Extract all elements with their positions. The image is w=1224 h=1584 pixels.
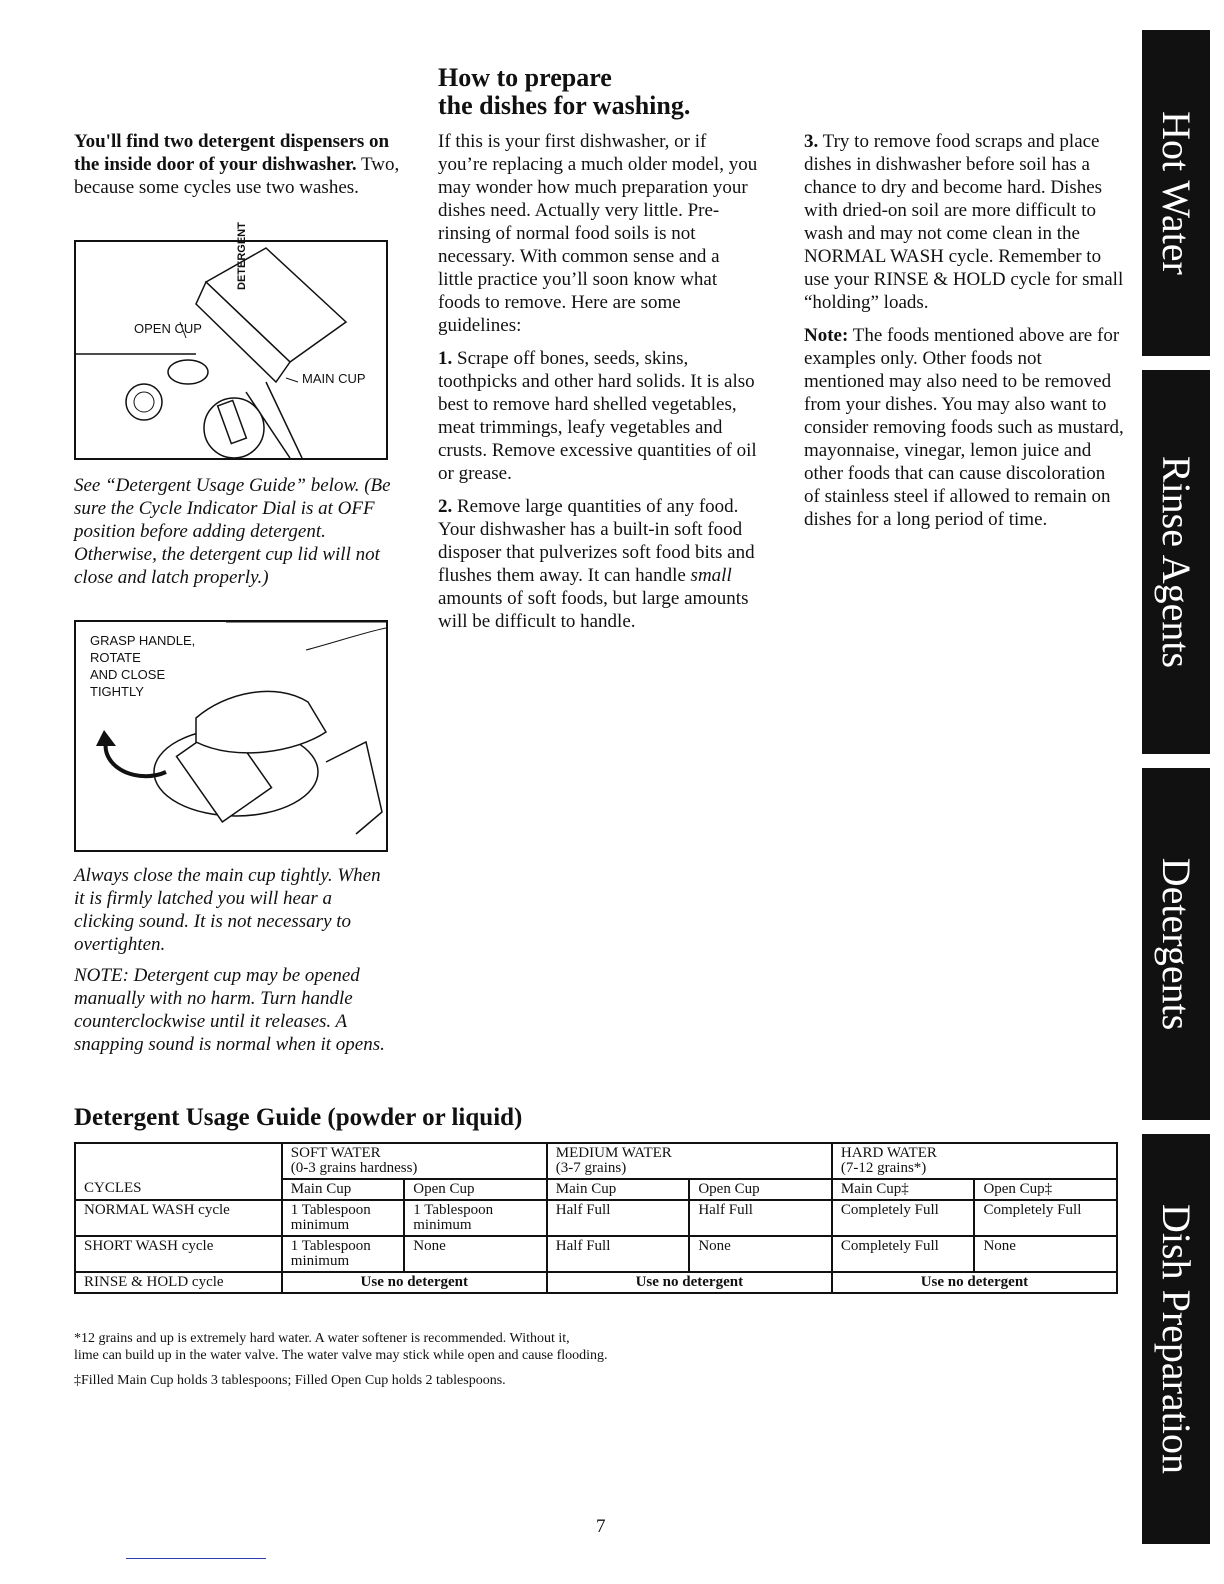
prep-step-2: [438, 495, 758, 633]
step-2-italic: small: [690, 565, 732, 586]
caption-close-tightly: Always close the main cup tightly. When it is firmly latched you will hear a clicking sound. It is not necessary to overtighten.: [74, 865, 381, 955]
table-cell: Half Full: [547, 1236, 690, 1272]
table-cell: None: [974, 1236, 1117, 1272]
table-cell: Completely Full: [832, 1200, 975, 1236]
tab-hot-water[interactable]: [1142, 30, 1210, 356]
footnote-1-line-1: *12 grains and up is extremely hard water. A water softener is recommended. Without it,: [74, 1331, 570, 1346]
hard-water-name: HARD WATER: [840, 1145, 937, 1161]
subheader-cell: Main Cup: [547, 1179, 690, 1200]
table-group-header-row: [75, 1143, 1117, 1179]
step-3-number: 3.: [804, 131, 819, 152]
dispenser-illustration: [76, 242, 386, 458]
subheader-cell: Open Cup‡: [974, 1179, 1117, 1200]
prep-step-3: [804, 130, 1124, 314]
guide-heading: Detergent Usage Guide (powder or liquid): [74, 1104, 523, 1131]
bottom-rule: [126, 1558, 266, 1559]
table-cell: Use no detergent: [547, 1272, 832, 1293]
prep-column: [438, 130, 758, 643]
subheader-cell: Open Cup: [689, 1179, 832, 1200]
prep-step-1: [438, 347, 758, 485]
intro-bold: You'll find two detergent dispensers on the inside door of your dishwasher.: [74, 131, 390, 175]
prep-heading-line-2: the dishes for washing.: [438, 91, 691, 120]
tab-detergents-label: Detergents: [1154, 857, 1199, 1031]
soft-water-name: SOFT WATER: [290, 1145, 381, 1161]
prep-column-right: [804, 130, 1124, 541]
grasp-line-1: GRASP HANDLE,: [90, 633, 196, 648]
prep-note: [804, 324, 1124, 531]
subheader-cell: Open Cup: [404, 1179, 547, 1200]
table-row: [75, 1236, 1117, 1272]
close-cup-figure: [74, 620, 388, 852]
table-cell: 1 Tablespoon minimum: [404, 1200, 547, 1236]
detergent-box-label: DETERGENT: [236, 222, 248, 290]
table-cell: Half Full: [547, 1200, 690, 1236]
grasp-line-3: AND CLOSE: [90, 667, 166, 682]
step-2-text-a: Remove large quantities of any food. Your dishwasher has a built-in soft food disposer that pulverizes soft food bits and flushes them away. It can handle: [438, 496, 755, 586]
page-number: 7: [596, 1516, 606, 1537]
step-1-text: Scrape off bones, seeds, skins, toothpicks and other hard solids. It is also best to remove hard shelled vegetables, meat trimmings, leafy vegetables and crusts. Remove excessive quantities of oil or grease.: [438, 348, 757, 484]
table-cell: 1 Tablespoon minimum: [282, 1236, 404, 1272]
medium-water-header: [547, 1143, 832, 1179]
cycle-name-cell: RINSE & HOLD cycle: [75, 1272, 282, 1293]
table-cell: None: [404, 1236, 547, 1272]
medium-water-sub: (3-7 grains): [555, 1160, 627, 1176]
medium-water-name: MEDIUM WATER: [555, 1145, 672, 1161]
tab-rinse-agents[interactable]: [1142, 370, 1210, 754]
step-3-text: Try to remove food scraps and place dishes in dishwasher before soil has a chance to dry and become hard. Dishes with dried-on soil are more difficult to wash and may not come clean in the NORMAL WASH cycle. Remember to use your RINSE & HOLD cycle for small “holding” loads.: [804, 131, 1124, 313]
step-2-number: 2.: [438, 496, 453, 517]
grasp-line-2: ROTATE: [90, 650, 141, 665]
tab-rinse-agents-label: Rinse Agents: [1154, 455, 1199, 669]
table-cell: Use no detergent: [282, 1272, 547, 1293]
table-cell: None: [689, 1236, 832, 1272]
intro-rest: Two, because some cycles use two washes.: [74, 154, 400, 198]
caption-usage-guide: See “Detergent Usage Guide” below. (Be sure the Cycle Indicator Dial is at OFF position before adding detergent. Otherwise, the detergent cup lid will not close and latch properly.): [74, 475, 391, 588]
grasp-handle-label: [90, 632, 195, 700]
step-2-text-b: amounts of soft foods, but large amounts will be difficult to handle.: [438, 588, 749, 632]
soft-water-sub: (0-3 grains hardness): [290, 1160, 418, 1176]
table-cell: Completely Full: [974, 1200, 1117, 1236]
table-cell: Completely Full: [832, 1236, 975, 1272]
note-text: The foods mentioned above are for examples only. Other foods not mentioned may also need to be removed from your dishes. You may also want to consider removing foods such as mustard, mayonnaise, vinegar, lemon juice and other foods that can cause discoloration of stainless steel if allowed to remain on dishes for a long period of time.: [804, 325, 1124, 530]
detergent-usage-table: [74, 1142, 1118, 1294]
tab-detergents[interactable]: [1142, 768, 1210, 1120]
table-row-rinse-hold: [75, 1272, 1117, 1293]
prep-heading: [438, 64, 798, 120]
cycle-name-cell: SHORT WASH cycle: [75, 1236, 282, 1272]
tab-dish-preparation-label: Dish Preparation: [1154, 1204, 1199, 1474]
note-label: Note:: [804, 325, 849, 346]
tab-hot-water-label: Hot Water: [1154, 111, 1199, 275]
prep-heading-line-1: How to prepare: [438, 63, 612, 92]
step-1-number: 1.: [438, 348, 453, 369]
intro-text: [74, 130, 404, 199]
open-cup-label: OPEN CUP: [134, 321, 202, 336]
detergent-dispenser-figure: [74, 222, 388, 460]
cycle-name-cell: NORMAL WASH cycle: [75, 1200, 282, 1236]
footnote-1-line-2: lime can build up in the water valve. The water valve may stick while open and cause flooding.: [74, 1348, 608, 1363]
hard-water-sub: (7-12 grains*): [840, 1160, 927, 1176]
empty-corner-cell: [75, 1143, 282, 1179]
soft-water-header: [282, 1143, 547, 1179]
hard-water-header: [832, 1143, 1117, 1179]
main-cup-label: MAIN CUP: [302, 371, 366, 386]
subheader-cell: Main Cup: [282, 1179, 404, 1200]
table-cell: Use no detergent: [832, 1272, 1117, 1293]
subheader-cell: Main Cup‡: [832, 1179, 975, 1200]
table-row: [75, 1200, 1117, 1236]
grasp-line-4: TIGHTLY: [90, 684, 144, 699]
prep-intro-paragraph: If this is your first dishwasher, or if you’re replacing a much older model, you may wonder how much preparation your dishes need. Actually very little. Pre-rinsing of normal food soils is not necessary. With common sense and a little practice you’ll soon know what foods to remove. Here are some guidelines:: [438, 131, 758, 336]
caption-note-manual-open: NOTE: Detergent cup may be opened manually with no harm. Turn handle counterclockwise until it releases. A snapping sound is normal when it opens.: [74, 965, 385, 1055]
cycles-header: CYCLES: [75, 1179, 282, 1200]
table-cell: Half Full: [689, 1200, 832, 1236]
footnote-hard-water: [74, 1330, 974, 1364]
tab-dish-preparation[interactable]: [1142, 1134, 1210, 1544]
footnote-cup-capacity: ‡Filled Main Cup holds 3 tablespoons; Filled Open Cup holds 2 tablespoons.: [74, 1373, 506, 1388]
table-subheader-row: [75, 1179, 1117, 1200]
table-cell: 1 Tablespoon minimum: [282, 1200, 404, 1236]
